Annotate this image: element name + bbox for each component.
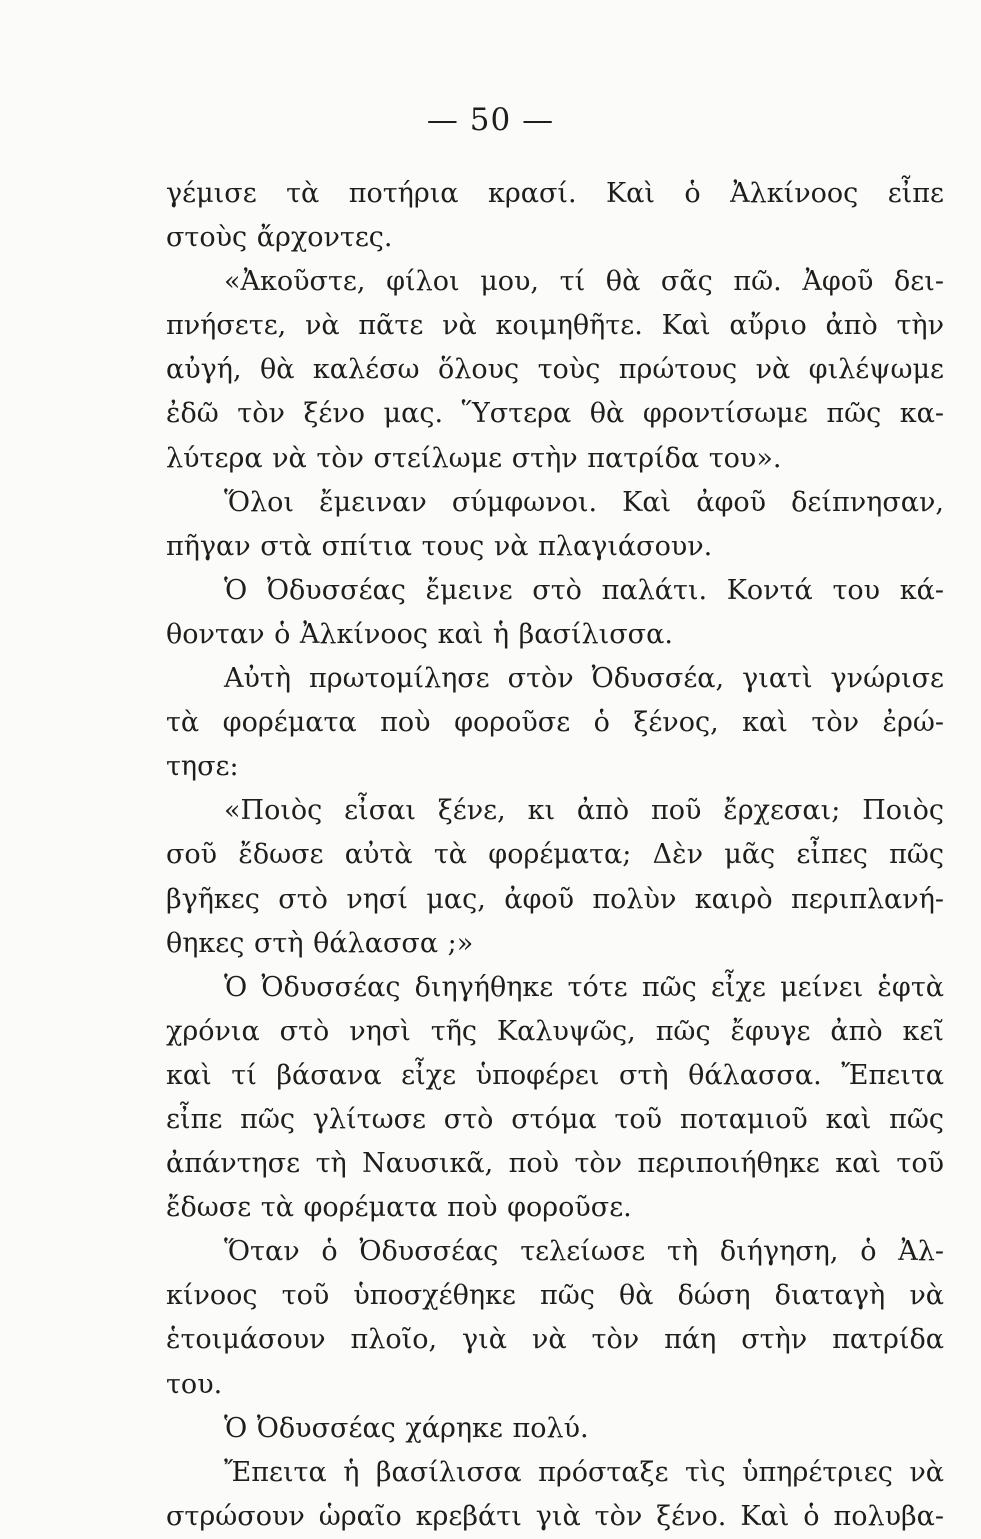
text-line: στοὺς ἄρχοντες. [166, 222, 393, 254]
text-line: καὶ τί βάσανα εἶχε ὑποφέρει στὴ θάλασσα. Ἔπειτα [166, 1059, 944, 1091]
text-line: ἔδωσε τὰ φορέματα ποὺ φοροῦσε. [166, 1192, 632, 1224]
text-line: σοῦ ἔδωσε αὐτὰ τὰ φορέματα; Δὲν μᾶς εἶπες πῶς [166, 839, 944, 871]
text-line: Ὁ Ὀδυσσέας ἔμεινε στὸ παλάτι. Κοντά του κά- [224, 574, 944, 606]
text-line: βγῆκες στὸ νησί μας, ἀφοῦ πολὺν καιρὸ περιπλανή- [166, 883, 944, 915]
text-line: Ὁ Ὀδυσσέας διηγήθηκε τότε πῶς εἶχε μείνει ἑφτὰ [224, 971, 944, 1003]
text-line: τὰ φορέματα ποὺ φοροῦσε ὁ ξένος, καὶ τὸν ἐρώ- [166, 707, 944, 739]
text-line: γέμισε τὰ ποτήρια κρασί. Καὶ ὁ Ἀλκίνοος εἶπε [166, 178, 944, 209]
text-line: Ἔπειτα ἡ βασίλισσα πρόσταξε τὶς ὑπηρέτριες νὰ [224, 1456, 944, 1488]
text-line: ἐδῶ τὸν ξένο μας. Ὕστερα θὰ φροντίσωμε πῶς κα- [166, 398, 944, 430]
text-line: «Ἀκοῦστε, φίλοι μου, τί θὰ σᾶς πῶ. Ἀφοῦ δει- [224, 266, 944, 298]
text-line: «Ποιὸς εἶσαι ξένε, κι ἀπὸ ποῦ ἔρχεσαι; Ποιὸς [224, 795, 944, 827]
text-line: στρώσουν ὡραῖο κρεβάτι γιὰ τὸν ξένο. Καὶ ὁ πολυβα- [166, 1500, 944, 1532]
text-line: λύτερα νὰ τὸν στείλωμε στὴν πατρίδα του». [166, 442, 782, 474]
text-line: τησε: [166, 751, 239, 783]
text-line: εἶπε πῶς γλίτωσε στὸ στόμα τοῦ ποταμιοῦ καὶ πῶς [166, 1103, 944, 1135]
text-line: κίνοος τοῦ ὑποσχέθηκε πῶς θὰ δώση διαταγὴ νὰ [166, 1280, 944, 1312]
text-line: πῆγαν στὰ σπίτια τους νὰ πλαγιάσουν. [166, 530, 713, 562]
text-line: χρόνια στὸ νησὶ τῆς Καλυψῶς, πῶς ἔφυγε ἀπὸ κεῖ [166, 1015, 944, 1047]
text-line: Ὅταν ὁ Ὀδυσσέας τελείωσε τὴ διήγηση, ὁ Ἀλ- [224, 1236, 944, 1268]
text-line: πνήσετε, νὰ πᾶτε νὰ κοιμηθῆτε. Καὶ αὔριο ἀπὸ τὴν [166, 310, 944, 342]
text-line: Ὁ Ὀδυσσέας χάρηκε πολύ. [224, 1412, 589, 1444]
text-line: θηκες στὴ θάλασσα ;» [166, 927, 474, 959]
text-line: θονταν ὁ Ἀλκίνοος καὶ ἡ βασίλισσα. [166, 618, 673, 650]
text-line: Αὐτὴ πρωτομίλησε στὸν Ὀδυσσέα, γιατὶ γνώρισε [224, 663, 944, 695]
text-line: ἑτοιμάσουν πλοῖο, γιὰ νὰ τὸν πάη στὴν πατρίδα [166, 1324, 944, 1356]
text-line: αὐγή, θὰ καλέσω ὅλους τοὺς πρώτους νὰ φιλέψωμε [166, 354, 944, 386]
body-text [166, 172, 944, 1539]
text-line: Ὅλοι ἔμειναν σύμφωνοι. Καὶ ἀφοῦ δείπνησαν, [224, 486, 944, 518]
page-number: — 50 — [426, 102, 555, 138]
text-line: ἀπάντησε τὴ Ναυσικᾶ, ποὺ τὸν περιποιήθηκε καὶ τοῦ [166, 1148, 944, 1180]
text-line: του. [166, 1368, 223, 1400]
